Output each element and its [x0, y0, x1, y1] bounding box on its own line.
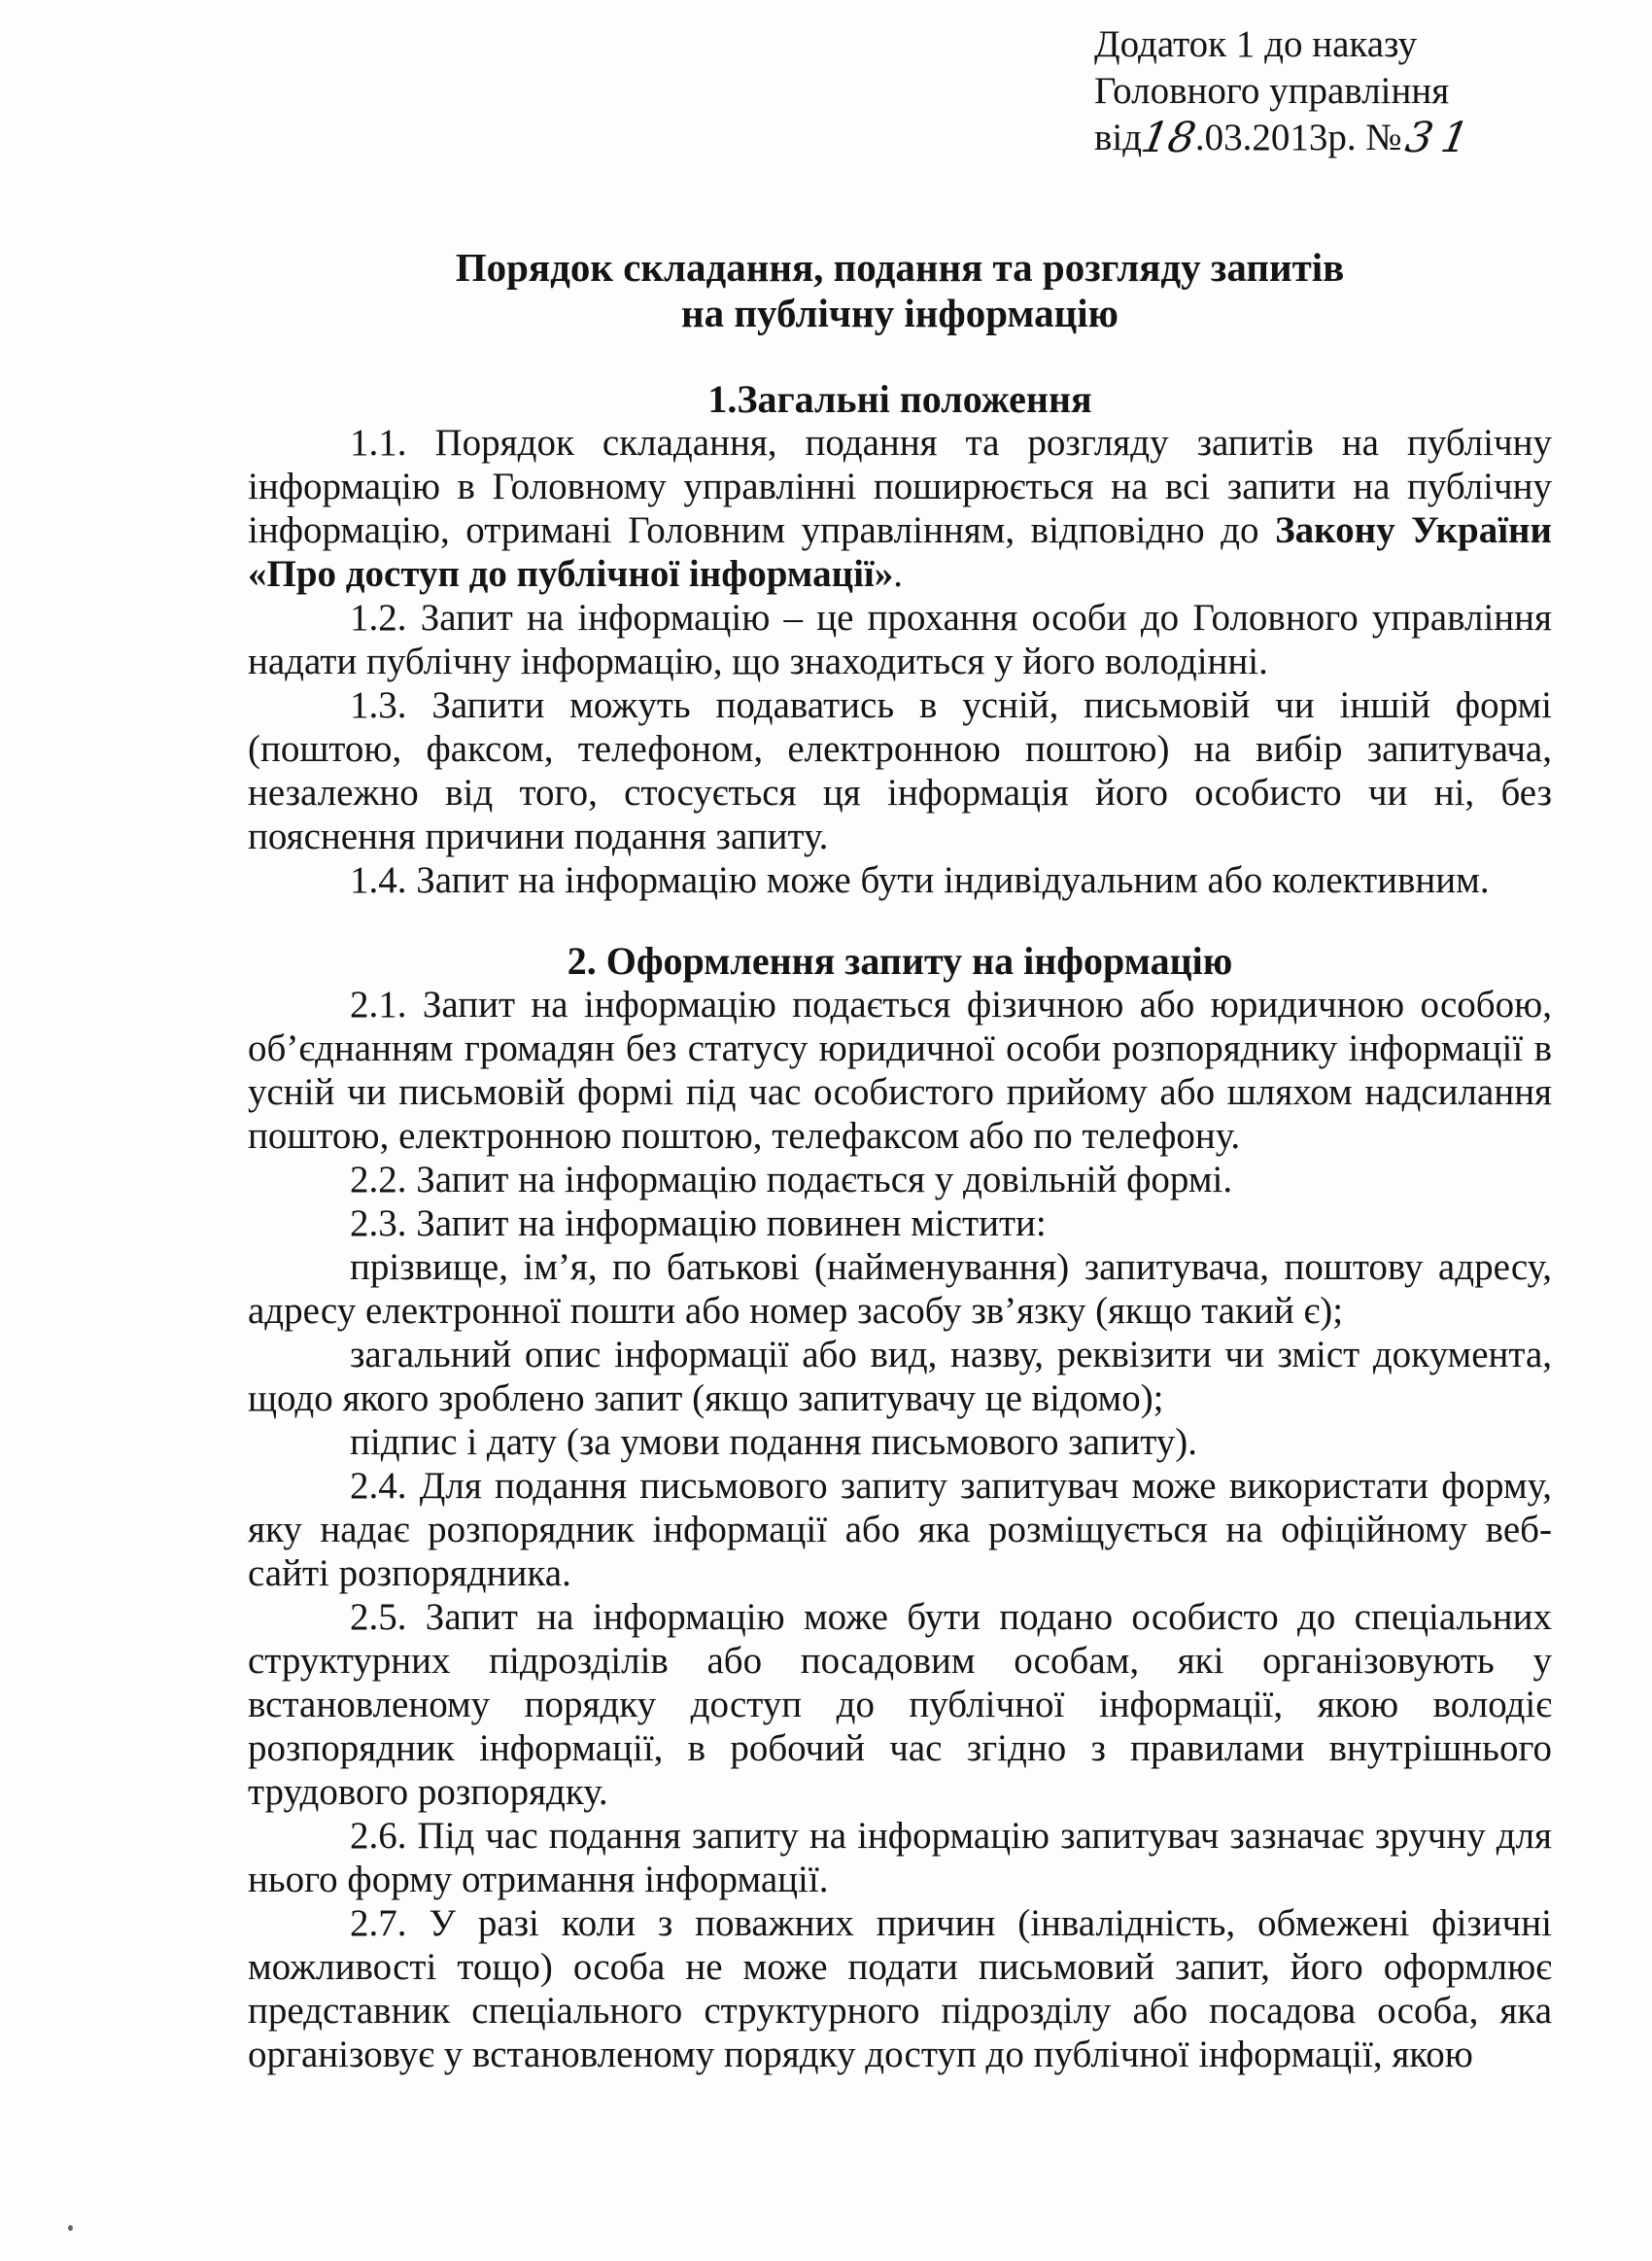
- section-1-heading: 1.Загальні положення: [707, 377, 1092, 421]
- document-title-line-2: на публічну інформацію: [681, 291, 1119, 335]
- paragraph-1-4: 1.4. Запит на інформацію може бути індивідуальним або колективним.: [350, 859, 1490, 901]
- paragraph-1-3: 1.3. Запити можуть подаватись в усній, письмовій чи іншій формі (поштою, факсом, телефоном, електронною поштою) на вибір запитувача, незалежно від того, стосується ця інформація його особисто чи ні, без пояснення причини подання запиту.: [248, 684, 1552, 857]
- paragraph-2-6: 2.6. Під час подання запиту на інформацію запитувач зазначає зручну для нього форму отримання інформації.: [248, 1815, 1552, 1900]
- annex-note: [1094, 21, 1481, 162]
- paragraph-2-3-item-3: підпис і дату (за умови подання письмового запиту).: [350, 1421, 1197, 1463]
- annex-note-line-1: Додаток 1 до наказу: [1094, 23, 1418, 65]
- annex-number-sign: №: [1365, 117, 1402, 158]
- paragraph-1-1-bold-law-reference: Закону України «Про доступ до публічної інформації»: [248, 509, 1552, 595]
- document-body: [248, 377, 1552, 2076]
- paragraph-2-3-item-2: загальний опис інформації або вид, назву, реквізити чи зміст документа, щодо якого зроблено запит (якщо запитувачу це відомо);: [248, 1334, 1552, 1419]
- paragraph-2-7: 2.7. У разі коли з поважних причин (інвалідність, обмежені фізичні можливості тощо) особа не може подати письмовий запит, його оформлює представник спеціального структурного підрозділу або посадова особа, яка організовує у встановленому порядку доступ до публічної інформації, якою: [248, 1902, 1552, 2075]
- document-title-line-1: Порядок складання, подання та розгляду запитів: [455, 245, 1345, 290]
- scan-speck-artifact: [68, 2225, 73, 2231]
- paragraph-1-1: [248, 421, 1552, 596]
- paragraph-1-1-closing: .: [893, 553, 903, 595]
- paragraph-1-2: 1.2. Запит на інформацію – це прохання особи до Головного управління надати публічну інформацію, що знаходиться у його володінні.: [248, 597, 1552, 682]
- paragraph-2-3-item-1: прізвище, ім’я, по батькові (найменування) запитувача, поштову адресу, адресу електронної пошти або номер засобу зв’язку (якщо такий є);: [248, 1246, 1552, 1332]
- paragraph-1-1-text: 1.1. Порядок складання, подання та розгляду запитів на публічну інформацію в Головному управлінні поширюється на всі запити на публічну інформацію, отримані Головним управлінням, відповідно до: [248, 422, 1552, 551]
- document-title: [248, 245, 1552, 336]
- annex-note-line-2: Головного управління: [1094, 70, 1450, 112]
- annex-handwritten-day: 18: [1137, 114, 1200, 162]
- paragraph-2-2: 2.2. Запит на інформацію подається у довільній формі.: [350, 1159, 1233, 1200]
- annex-handwritten-number: 31: [1401, 114, 1481, 162]
- section-2-heading: 2. Оформлення запиту на інформацію: [567, 939, 1233, 983]
- annex-note-line-3: [1094, 114, 1481, 162]
- annex-date-rest: .03.2013р.: [1194, 117, 1357, 158]
- paragraph-2-3: 2.3. Запит на інформацію повинен містити:: [350, 1202, 1047, 1244]
- paragraph-2-1: 2.1. Запит на інформацію подається фізичною або юридичною особою, об’єднанням громадян без статусу юридичної особи розпоряднику інформації в усній чи письмовій формі під час особистого прийому або шляхом надсилання поштою, електронною поштою, телефаксом або по телефону.: [248, 984, 1552, 1157]
- paragraph-2-5: 2.5. Запит на інформацію може бути подано особисто до спеціальних структурних підрозділів або посадовим особам, які організовують у встановленому порядку доступ до публічної інформації, якою володіє розпорядник інформації, в робочий час згідно з правилами внутрішнього трудового розпорядку.: [248, 1596, 1552, 1813]
- annex-date-prefix: від: [1094, 117, 1143, 158]
- paragraph-2-4: 2.4. Для подання письмового запиту запитувач може використати форму, яку надає розпорядник інформації або яка розміщується на офіційному веб-сайті розпорядника.: [248, 1465, 1552, 1594]
